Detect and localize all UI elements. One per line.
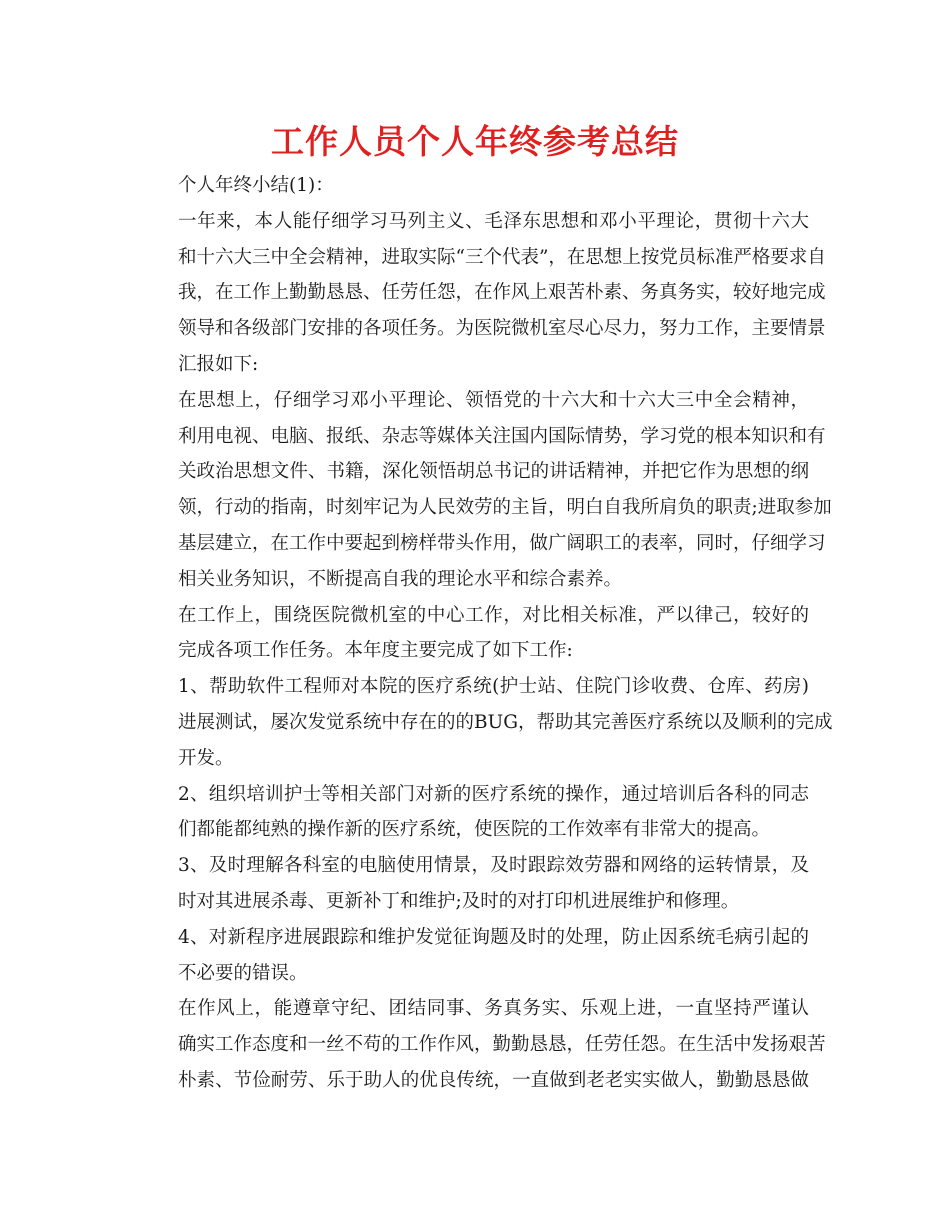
paragraph-line: 不必要的错误。 <box>178 962 308 984</box>
paragraph-line: 3、及时理解各科室的电脑使用情景，及时跟踪效劳器和网络的运转情景，及 <box>178 855 809 877</box>
paragraph-line: 和十六大三中全会精神，进取实际“三个代表”，在思想上按党员标准严格要求自 <box>178 246 826 268</box>
document-title: 工作人员个人年终参考总结 <box>271 122 679 161</box>
paragraph-line: 在作风上，能遵章守纪、团结同事、务真务实、乐观上进，一直坚持严谨认 <box>178 998 809 1020</box>
paragraph-line: 关政治思想文件、书籍，深化领悟胡总书记的讲话精神，并把它作为思想的纲 <box>178 461 809 483</box>
paragraph-intro <box>141 204 826 383</box>
paragraph-line: 完成各项工作任务。本年度主要完成了如下工作: <box>178 640 573 662</box>
paragraph-line: 领导和各级部门安排的各项任务。为医院微机室尽心尽力，努力工作，主要情景 <box>178 318 826 340</box>
paragraph-line: 利用电视、电脑、报纸、杂志等媒体关注国内国际情势，学习党的根本知识和有 <box>178 425 826 447</box>
subheading: 个人年终小结(1)： <box>178 175 334 196</box>
paragraph-line: 汇报如下: <box>178 353 259 375</box>
paragraph-line: 进展测试，屡次发觉系统中存在的的BUG，帮助其完善医疗系统以及顺利的完成 <box>178 711 833 733</box>
paragraph-line: 4、对新程序进展跟踪和维护发觉征询题及时的处理，防止因系统毛病引起的 <box>178 926 809 948</box>
list-item-2 <box>141 777 809 849</box>
paragraph-line: 确实工作态度和一丝不苟的工作作风，勤勤恳恳，任劳任怨。在生活中发扬艰苦 <box>178 1034 826 1056</box>
list-item-1 <box>141 669 833 776</box>
paragraph-line: 一年来，本人能仔细学习马列主义、毛泽东思想和邓小平理论，贯彻十六大 <box>178 210 809 232</box>
paragraph-line: 在思想上，仔细学习邓小平理论、领悟党的十六大和十六大三中全会精神， <box>178 389 809 411</box>
paragraph-line: 朴素、节俭耐劳、乐于助人的优良传统，一直做到老老实实做人，勤勤恳恳做 <box>178 1069 809 1091</box>
document-body <box>141 168 833 1099</box>
paragraph-line: 时对其进展杀毒、更新补丁和维护;及时的对打印机进展维护和修理。 <box>178 890 740 912</box>
paragraph-thought <box>141 383 832 598</box>
paragraph-line: 2、组织培训护士等相关部门对新的医疗系统的操作，通过培训后各科的同志 <box>178 783 809 805</box>
paragraph-line: 我，在工作上勤勤恳恳、任劳任怨，在作风上艰苦朴素、务真务实，较好地完成 <box>178 282 826 304</box>
paragraph-line: 1、帮助软件工程师对本院的医疗系统(护士站、住院门诊收费、仓库、药房) <box>178 676 809 698</box>
paragraph-line: 们都能都纯熟的操作新的医疗系统，使医院的工作效率有非常大的提高。 <box>178 819 771 841</box>
paragraph-line: 领，行动的指南，时刻牢记为人民效劳的主旨，明白自我所肩负的职责;进取参加 <box>178 497 832 519</box>
paragraph-line: 在工作上，围绕医院微机室的中心工作，对比相关标准，严以律己，较好的 <box>178 604 809 626</box>
list-item-3 <box>141 848 809 920</box>
paragraph-work <box>141 598 809 670</box>
paragraph-line: 相关业务知识，不断提高自我的理论水平和综合素养。 <box>178 568 623 590</box>
paragraph-style <box>141 991 826 1098</box>
paragraph-line: 开发。 <box>178 747 234 769</box>
list-item-4 <box>141 920 809 992</box>
paragraph-line: 基层建立，在工作中要起到榜样带头作用，做广阔职工的表率，同时，仔细学习 <box>178 532 826 554</box>
